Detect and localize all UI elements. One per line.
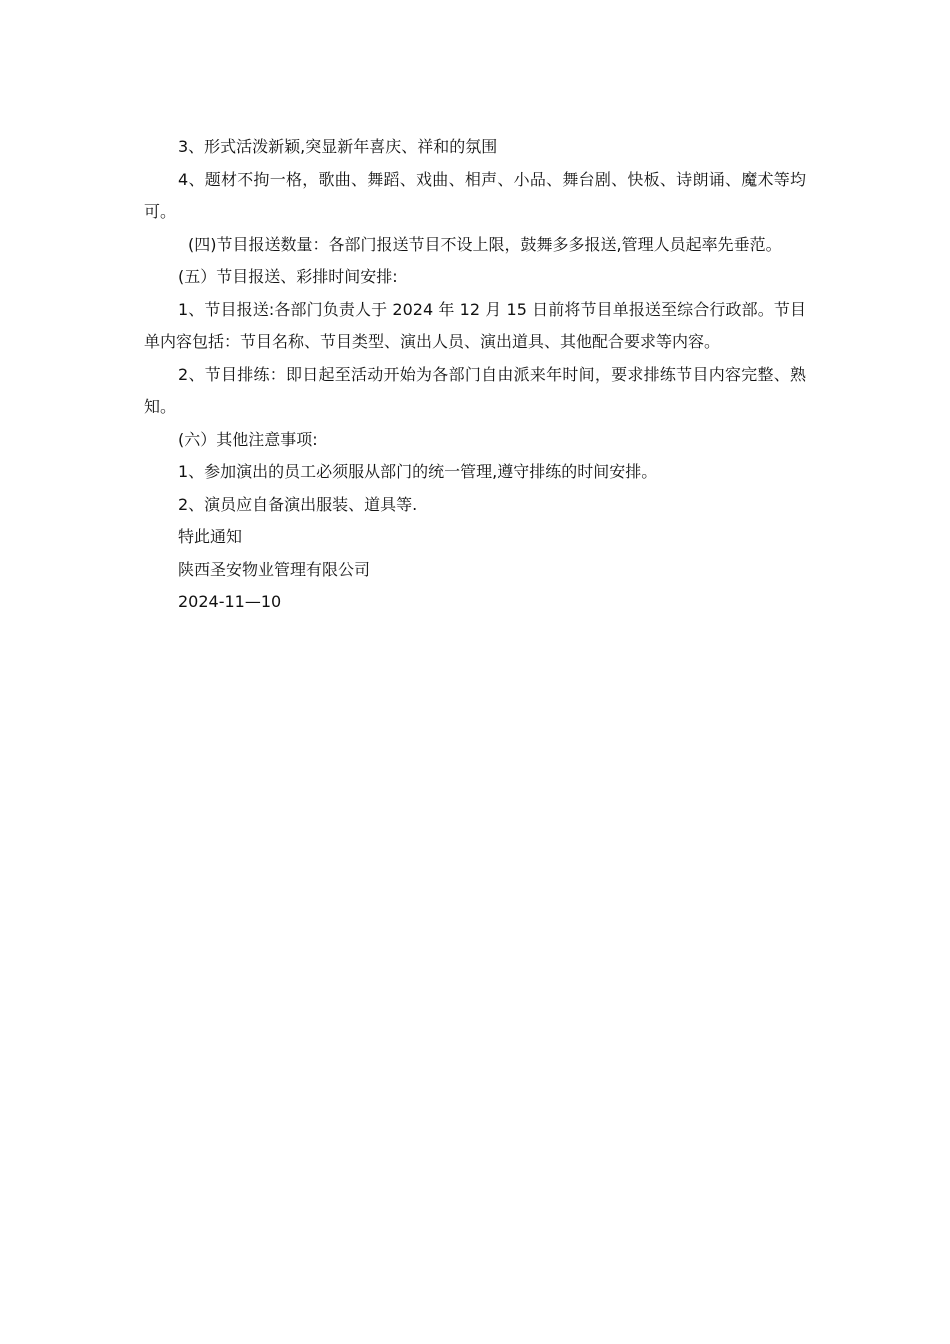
closing-notice: 特此通知 xyxy=(178,527,243,546)
company-signature: 陕西圣安物业管理有限公司 xyxy=(178,559,371,579)
item-1-program-submission: 1、节目报送:各部门负责人于 2024 年 12 月 15 日前将节目单报送至综合行政部。节目单内容包括：节目名称、节目类型、演出人员、演出道具、其他配合要求等内容。 xyxy=(144,299,806,351)
note-2-costumes: 2、演员应自备演出服装、道具等. xyxy=(178,494,418,514)
section-6-heading: (六）其他注意事项: xyxy=(178,429,318,449)
item-3-form: 3、形式活泼新颖,突显新年喜庆、祥和的氛围 xyxy=(178,137,498,156)
item-2-program-rehearsal: 2、节目排练：即日起至活动开始为各部门自由派来年时间，要求排练节目内容完整、熟知。 xyxy=(144,364,806,416)
section-5-heading: (五）节目报送、彩排时间安排: xyxy=(178,267,398,286)
section-4-program-count: (四)节目报送数量：各部门报送节目不设上限，鼓舞多多报送,管理人员起率先垂范。 xyxy=(188,234,782,254)
document-body xyxy=(144,131,806,619)
document-date: 2024-11—10 xyxy=(178,592,282,611)
note-1-management: 1、参加演出的员工必须服从部门的统一管理,遵守排练的时间安排。 xyxy=(178,462,658,481)
item-4-themes: 4、题材不拘一格，歌曲、舞蹈、戏曲、相声、小品、舞台剧、快板、诗朗诵、魔术等均可。 xyxy=(144,169,806,221)
